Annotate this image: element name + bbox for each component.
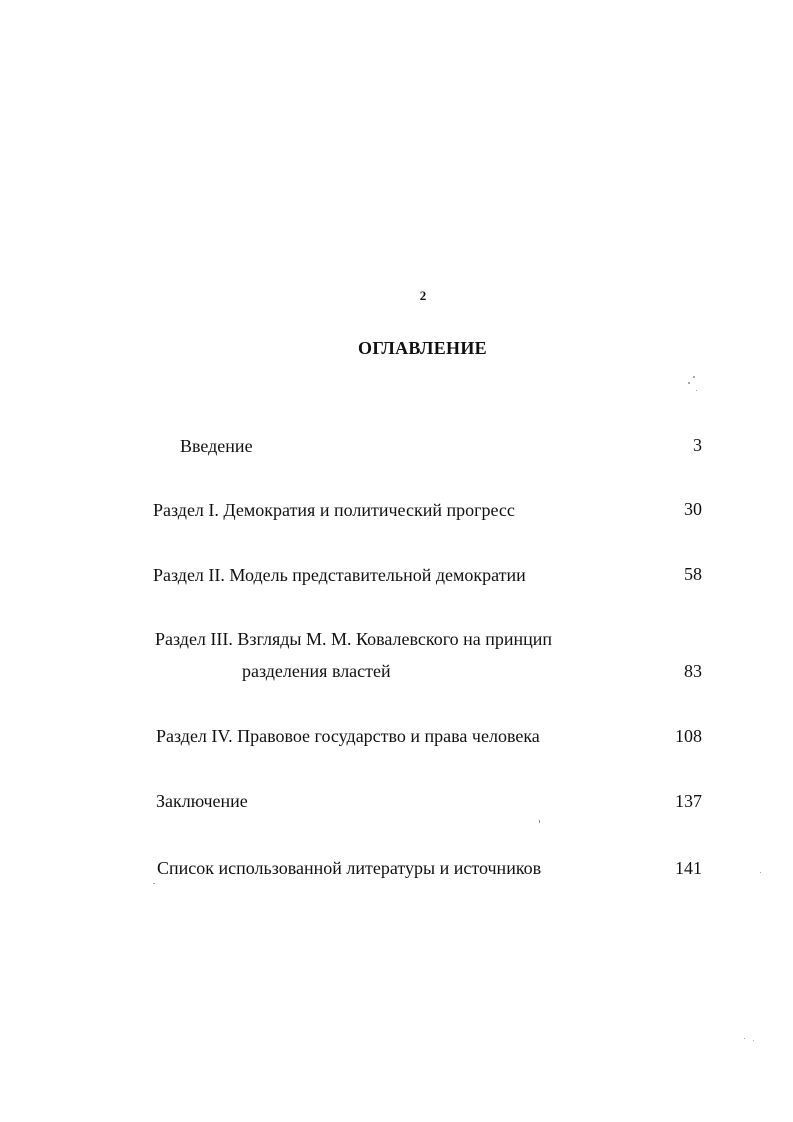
page-number: 2 <box>419 288 427 303</box>
page-title: ОГЛАВЛЕНИЕ <box>358 338 487 358</box>
toc-item-references-page: 141 <box>675 858 702 878</box>
scan-speck <box>539 820 540 823</box>
scan-speck <box>693 376 695 378</box>
scan-speck <box>696 390 697 391</box>
toc-item-section4-page: 108 <box>675 726 702 746</box>
scan-speck <box>753 1040 754 1041</box>
toc-item-conclusion-page: 137 <box>675 791 702 811</box>
toc-item-intro-text: Введение <box>180 436 253 456</box>
toc-item-section3-text-line2: разделения властей <box>242 661 391 681</box>
toc-item-section2-page: 58 <box>684 564 702 584</box>
toc-item-section3-page: 83 <box>684 661 702 681</box>
scan-speck <box>153 883 155 884</box>
toc-item-section3-text-line1: Раздел III. Взгляды М. М. Ковалевского на принцип <box>155 629 553 649</box>
toc-item-section1-page: 30 <box>684 499 702 519</box>
toc-item-section4-text: Раздел IV. Правовое государство и права человека <box>156 726 540 746</box>
scan-speck <box>688 382 690 384</box>
toc-item-intro-page: 3 <box>693 435 702 455</box>
toc-item-conclusion-text: Заключение <box>156 791 248 811</box>
toc-item-section1-text: Раздел I. Демократия и политический прогресс <box>153 500 515 520</box>
toc-item-references-text: Список использованной литературы и источников <box>157 858 542 878</box>
scan-speck <box>760 872 761 873</box>
toc-item-section2-text: Раздел II. Модель представительной демократии <box>153 565 526 585</box>
scan-speck <box>744 1038 745 1039</box>
